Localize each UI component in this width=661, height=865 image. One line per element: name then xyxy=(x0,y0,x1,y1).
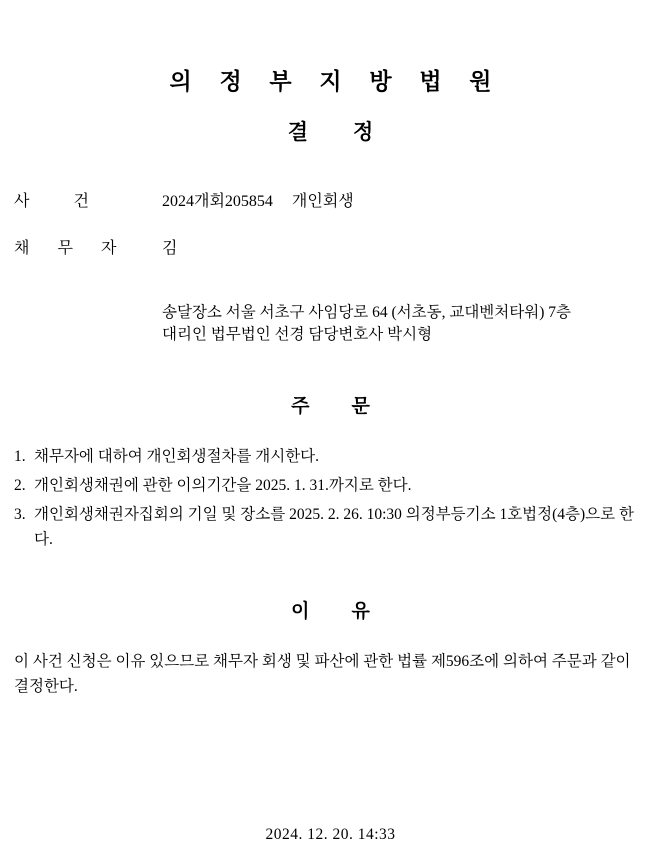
reason-section-heading xyxy=(14,596,647,623)
order-items-list xyxy=(14,444,647,552)
reason-heading-left: 이 xyxy=(291,601,320,623)
court-decision-document xyxy=(0,63,661,865)
legal-representative-line: 대리인 법무법인 선경 담당변호사 박시형 xyxy=(162,326,433,344)
list-item xyxy=(14,473,647,498)
debtor-name: 김 xyxy=(162,240,178,257)
order-section-heading xyxy=(14,391,647,418)
reason-heading-right: 유 xyxy=(351,601,380,623)
list-item-number: 3. xyxy=(14,506,26,524)
case-label-char-2: 건 xyxy=(73,193,89,210)
case-number: 2024개회205854 xyxy=(162,193,273,210)
document-type-title-left: 결 xyxy=(287,120,319,144)
order-heading-right: 문 xyxy=(351,395,380,417)
court-name-title: 의 정 부 지 방 법 원 xyxy=(169,69,503,94)
debtor-label-char-2: 무 xyxy=(57,240,73,257)
case-field-label xyxy=(14,188,162,211)
list-item-number: 2. xyxy=(14,477,26,495)
service-address-line: 송달장소 서울 서초구 사임당로 64 (서초동, 교대벤처타워) 7층 xyxy=(162,304,571,321)
order-heading-left: 주 xyxy=(291,395,320,417)
debtor-label-char-3: 자 xyxy=(100,240,117,257)
list-item-text: 개인회생채권에 관한 이의기간을 2025. 1. 31.까지로 한다. xyxy=(34,477,412,495)
document-timestamp: 2024. 12. 20. 14:33 xyxy=(265,826,396,843)
case-label-char-1: 사 xyxy=(14,193,30,210)
list-item xyxy=(14,502,647,552)
debtor-label-char-1: 채 xyxy=(14,240,30,257)
case-type: 개인회생 xyxy=(291,193,354,210)
debtor-field-label xyxy=(14,235,162,258)
list-item-text: 채무자에 대하여 개인회생절차를 개시한다. xyxy=(34,447,320,465)
case-field-value xyxy=(162,188,647,211)
list-item-text: 개인회생채권자집회의 기일 및 장소를 2025. 2. 26. 10:30 의정부등기소 1호법정(4층)으로 한다. xyxy=(34,506,634,549)
list-item xyxy=(14,444,647,469)
debtor-field-row xyxy=(14,235,647,258)
case-field-row xyxy=(14,188,647,211)
list-item-number: 1. xyxy=(14,447,26,465)
service-address-block xyxy=(162,302,647,347)
reason-body-text: 이 사건 신청은 이유 있으므로 채무자 회생 및 파산에 관한 법률 제596조에 의하여 주문과 같이 결정한다. xyxy=(14,653,631,696)
document-type-title-right: 정 xyxy=(353,120,385,144)
document-type-title xyxy=(14,116,647,146)
